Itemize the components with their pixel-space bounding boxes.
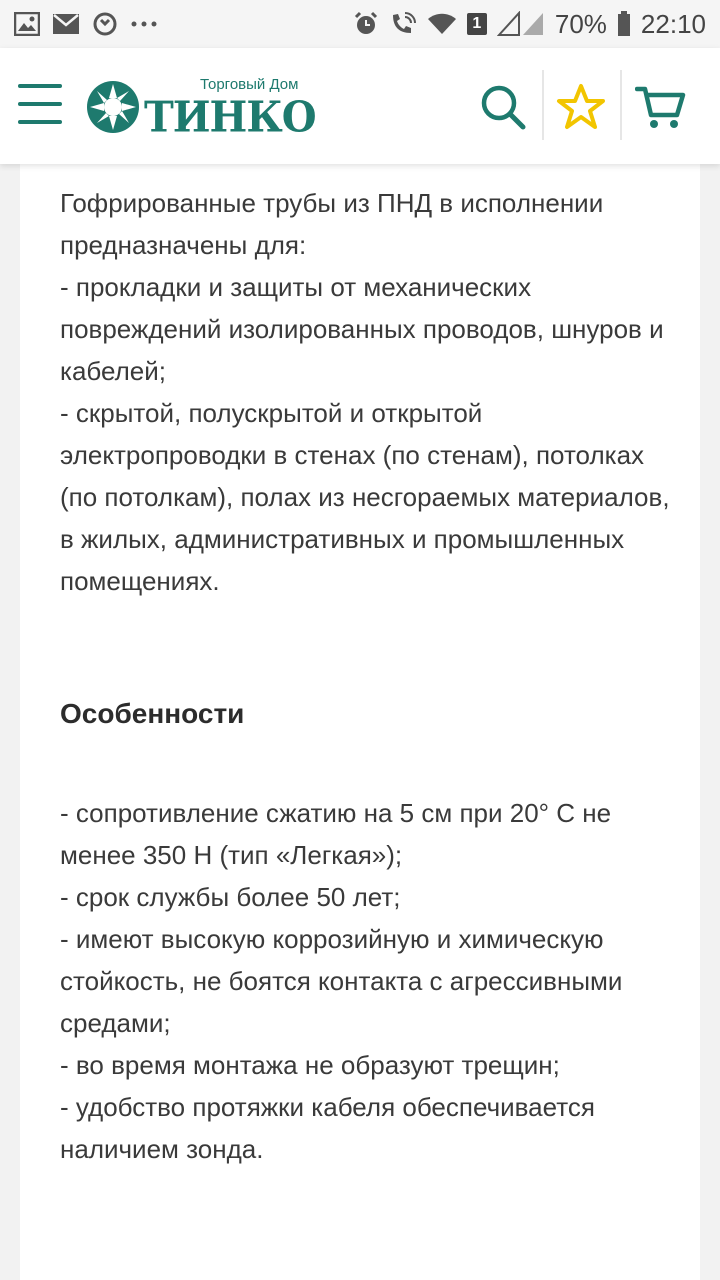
favorites-button[interactable] <box>546 72 616 142</box>
feature-item: - сопротивление сжатию на 5 см при 20° С не менее 350 Н (тип «Легкая»); <box>60 798 612 870</box>
feature-item: - во время монтажа не образуют трещин; <box>60 1050 560 1080</box>
logo-subtitle: Торговый Дом <box>200 76 299 93</box>
sync-icon <box>92 11 118 37</box>
alarm-icon <box>353 11 379 37</box>
star-icon <box>556 83 606 131</box>
feature-item: - срок службы более 50 лет; <box>60 882 401 912</box>
header-divider <box>620 70 622 140</box>
battery-icon <box>617 11 631 37</box>
battery-percent: 70% <box>554 8 607 39</box>
usage-item: - скрытой, полускрытой и открытой электропроводки в стенах (по стенам), потолках (по потолкам), полах из несгораемых материалов, в жилых, административных и промышленных помещениях. <box>60 398 670 596</box>
gallery-icon <box>14 12 40 36</box>
logo-emblem-icon <box>86 80 140 134</box>
usage-paragraph: Гофрированные трубы из ПНД в исполнении предназначены для: <box>60 188 604 260</box>
signal-icon <box>497 11 545 37</box>
usage-item: - прокладки и защиты от механических повреждений изолированных проводов, шнуров и кабелей; <box>60 272 664 386</box>
mail-icon <box>52 13 80 35</box>
search-icon <box>479 83 527 131</box>
status-bar-right <box>353 9 706 40</box>
feature-item: - удобство протяжки кабеля обеспечивается наличием зонда. <box>60 1092 595 1164</box>
clock: 22:10 <box>640 8 706 39</box>
menu-bar <box>18 84 62 88</box>
logo-wordmark: ТИНКО <box>144 92 316 143</box>
more-dots-icon <box>130 20 158 28</box>
header-divider <box>542 70 544 140</box>
usage-description <box>60 182 670 602</box>
status-bar-left <box>14 11 158 37</box>
menu-bar <box>18 102 62 106</box>
hamburger-menu-button[interactable] <box>18 84 62 124</box>
status-bar <box>0 0 720 48</box>
tinko-logo[interactable] <box>86 74 316 143</box>
cart-button[interactable] <box>626 72 696 142</box>
menu-bar <box>18 120 62 124</box>
cart-icon <box>635 83 687 131</box>
features-list <box>60 792 670 1170</box>
app-header <box>0 48 720 164</box>
search-button[interactable] <box>468 72 538 142</box>
wifi-call-icon <box>389 11 417 37</box>
sim-icon: 1 <box>467 13 487 35</box>
wifi-icon <box>427 12 457 36</box>
features-heading: Особенности <box>60 698 245 729</box>
product-description-card <box>20 164 700 1280</box>
feature-item: - имеют высокую коррозийную и химическую стойкость, не боятся контакта с агрессивными средами; <box>60 924 623 1038</box>
